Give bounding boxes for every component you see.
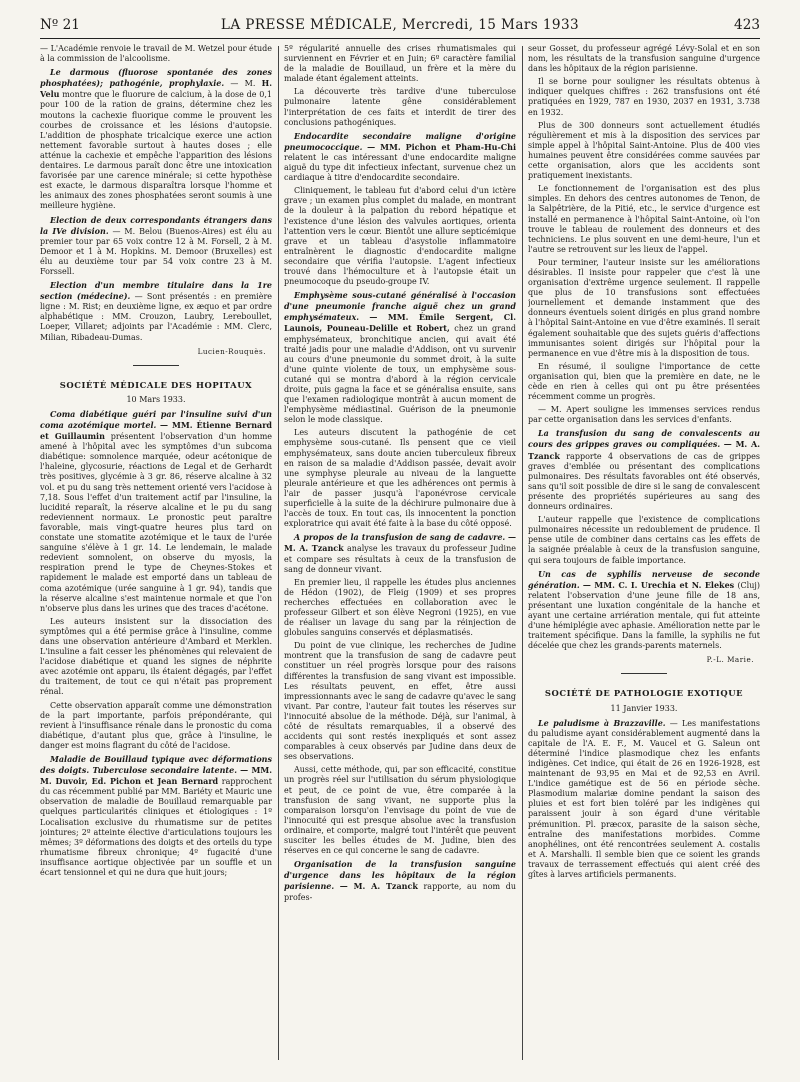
article-author: — MM. M. Duvoir, Ed. Pichon et Jean Bernard (40, 765, 272, 787)
article-text: analyse les travaux du professeur Judine et compare ses résultats à ceux de la transfusion de sang de donneur vivant. (284, 544, 516, 574)
article-author: — MM. Émile Sergent, Cl. Launois, Pouneau-Delille et Robert, (284, 312, 516, 334)
article-text: présentent l'observation d'un homme amené à l'hôpital avec les symptômes d'un subcoma diabétique: somnolence marquée, odeur acétonique de l'haleine, glycosurie, réactions de Legal et de Gerhardt très positives, glycémie à 3 gr. 86, réserve alcaline à 32 vol. et pu du sang très nettement orienté vers l'acidose à 7,18. Sous l'effet d'un traitement actif par l'insuline, la lucidité reparaît, la réserve alcaline et le pu du sang redeviennent normaux. Le pronostic peut paraître favorable, mais vingt-quatre heures plus tard on constate une stomatite azotémique et le taux de l'urée sanguine s'élève à 1 gr. 14. Le lendemain, le malade redevient somnolent, on observe du myosis, la respiration prend le type de Cheynes-Stokes et rapidement le malade est emporté dans un tableau de coma azotémique (urée sanguine à 1 gr. 94), tandis que la réserve alcaline s'est maintenue normale et que l'on n'observe plus dans les urines que des traces d'acétone. (40, 432, 272, 613)
article-title: Emphysème sous-cutané généralisé à l'occasion d'une pneumonie franche aiguë chez un grand emphysémateux. (284, 290, 516, 323)
paragraph: — L'Académie renvoie le travail de M. Wetzel pour étude à la commission de l'alcoolisme. (40, 44, 272, 64)
article-text: montre que le fluorure de calcium, à la dose de 0,1 pour 100 de la ration de grains, détermine chez les moutons la cachexie fluorique comme le prouvent les courbes de croissance et les lésions d'autopsie. L'addition de phosphate tricalcique exerce une action nettement favorable surtout à hautes doses ; elle atténue la cachexie et empêche l'apparition des lésions dentaires. Le darmous paraît donc être une intoxication favorisée par une carence minérale; si cette hypothèse est exacte, le darmous disparaîtra lorsque l'homme et les animaux des zones phosphatées seront soumis à une meilleure hygiène. (40, 90, 272, 211)
article-text: relatent le cas intéressant d'une endocardite maligne aiguë du type dit infectieux infectant, survenue chez un cardiaque à titre d'endocardite secondaire. (284, 152, 516, 183)
paragraph: Aussi, cette méthode, qui, par son efficacité, constitue un progrès réel sur l'utilisation du sérum physiologique et peut, de ce point de vue, être comparée à la transfusion de sang vivant, ne supporte plus la comparaison lorsqu'on l'envisage du point de vue de l'innocuité qui est presque absolue avec la transfusion ordinaire, et comporte, malgré tout l'intérêt que peuvent susciter les belles études de M. Judine, bien des réserves en ce qui concerne le sang de cadavre. (284, 765, 516, 856)
column-rule (522, 46, 523, 1060)
section-date: 10 Mars 1933. (126, 394, 186, 404)
article-author: — MM. Pichon et Pham-Hu-Chi (367, 141, 516, 152)
column-left (40, 44, 272, 1062)
signature: Lucien-Rouquès. (197, 346, 266, 356)
paragraph: L'auteur rappelle que l'existence de complications pulmonaires nécessite un redoublement de prudence. Il pense utile de combiner dans certains cas les effets de la saignée préalable à ceux de la transfusion sanguine, qui sera toujours de faible importance. (528, 515, 760, 565)
paragraph: Il se borne pour souligner les résultats obtenus à indiquer quelques chiffres : 262 transfusions ont été pratiquées en 1929, 787 en 1930, 2037 en 1931, 3.738 en 1932. (528, 77, 760, 117)
article (528, 718, 760, 881)
running-header (40, 14, 760, 39)
paragraph: seur Gosset, du professeur agrégé Lévy-Solal et en son nom, les résultats de la transfusion sanguine d'urgence dans les hôpitaux de la région parisienne. (528, 44, 760, 74)
article-title: Organisation de la transfusion sanguine d'urgence dans les hôpitaux de la région parisienne. (284, 859, 516, 892)
article-text: rapporte 4 observations de cas de grippes graves d'emblée ou présentant des complications pulmonaires. Des résultats favorables ont été observés, sans qu'il soit possible de dire si le sang de convalescent présente des propriétés supérieures au sang des donneurs ordinaires. (528, 451, 760, 512)
column-right (528, 44, 760, 1062)
paragraph: Plus de 300 donneurs sont actuellement étudiés régulièrement et mis à la disposition des services par simple appel à l'hôpital Saint-Antoine. Plus de 400 vies humaines peuvent être considérées comme sauvées par cette organisation, alors que les accidents sont pratiquement inexistants. (528, 120, 760, 181)
paragraph: En premier lieu, il rappelle les études plus anciennes de Hédon (1902), de Fleig (1909) et ses propres recherches effectuées en collaboration avec le professeur Gilbert et son élève Negroni (1925), en vue de réaliser un lavage du sang par la réinjection de globules sanguins conservés et déplasmatisés. (284, 577, 516, 638)
article (40, 754, 272, 878)
article-text: — M. Belou (Buenos-Aires) est élu au premier tour par 65 voix contre 12 à M. Forsell, 2 à M. Demoor et 1 à M. Hopkins. M. Demoor (Bruxelles) est élu au deuxième tour par 54 voix contre 23 à M. Forssell. (40, 226, 272, 276)
section-date: 11 Janvier 1933. (610, 703, 678, 713)
signature: P.-L. Marie. (706, 655, 754, 665)
journal-title: LA PRESSE MÉDICALE, Mercredi, 15 Mars 1933 (220, 17, 580, 33)
article-title: La transfusion du sang de convalescents au cours des grippes graves ou compliquées. (528, 428, 760, 450)
article (284, 131, 516, 183)
column-rule (278, 46, 279, 1060)
article-author: — M. A. Tzanck (339, 881, 418, 892)
article-title: Election de deux correspondants étrangers dans la IVe division. (40, 214, 272, 236)
paragraph: Du point de vue clinique, les recherches de Judine montrent que la transfusion de sang de cadavre peut constituer un réel progrès lorsque pour des raisons différentes la transfusion de sang vivant est impossible. Les résultats peuvent, en effet, être aussi impressionnants avec le sang de cadavre qu'avec le sang vivant. Par contre, l'auteur fait toutes les réserves sur l'innocuité absolue de la méthode. Déjà, sur l'animal, à côté de résultats remarquables, il a observé des accidents qui sont restés inexpliqués et sont assez comparables à ceux observés par Judine dans deux de ses observations. (284, 641, 516, 762)
article (284, 290, 516, 425)
article-title: Le darmous (fluorose spontanée des zones phosphatées); pathogénie, prophylaxie. (40, 67, 272, 89)
article-author: — MM. Étienne Bernard et Guillaumin (40, 420, 272, 442)
article (40, 409, 272, 614)
paragraph: Les auteurs discutent la pathogénie de cet emphysème sous-cutané. Ils pensent que ce vieil emphysémateux, sans doute ancien tuberculeux fibreux en raison de sa maladie d'Addison passée, devait avoir une symphyse pleurale au niveau de la languette pleurale antérieure et que les adhérences ont permis à l'air de passer jusqu'à l'aponévrose cervicale superficielle à la suite de la déchirure pulmonaire due à l'accès de toux. En tout cas, ils innocentent la ponction exploratrice qui avait été faite à la base du côté opposé. (284, 428, 516, 529)
page-number: 423 (734, 17, 760, 33)
paragraph: — M. Apert souligne les immenses services rendus par cette organisation dans les services d'enfants. (528, 405, 760, 425)
divider (621, 673, 667, 674)
paragraph: La découverte très tardive d'une tuberculose pulmonaire latente gêne considérablement l'interprétation de ces faits et interdit de tirer des conclusions pathogéniques. (284, 87, 516, 127)
article-text: rapprochent du cas récemment publié par MM. Bariéty et Mauric une observation de maladie de Bouillaud remarquable par quelques particularités cliniques et étiologiques : 1º Localisation exclusive du rhumatisme sur de petites jointures; 2º atteinte élective d'articulations toujours les mêmes; 3º déformations des doigts et des orteils du type rhumatisme fibreux chronique; 4º fugacité d'une insuffisance aortique objectivée par un souffle et un écart tensionnel et qui ne dura que huit jours; (40, 777, 272, 878)
paragraph: Le fonctionnement de l'organisation est des plus simples. En dehors des centres autonomes de Tenon, de la Salpêtrière, de la Pitié, etc., le service d'urgence est installé en permanence à l'hôpital Saint-Antoine, où l'on trouve le tableau de roulement des donneurs et des techniciens. Le plus souvent en une demi-heure, l'un et l'autre se retrouvent sur les lieux de l'appel. (528, 184, 760, 254)
article-title: Coma diabétique guéri par l'insuline suivi d'un coma azotémique mortel. (40, 408, 272, 430)
article-title: Election d'un membre titulaire dans la 1re section (médecine). (40, 280, 272, 302)
column-middle (284, 44, 516, 1062)
paragraph: En résumé, il souligne l'importance de cette organisation qui, bien que la première en date, ne le cède en rien à celles qui ont pu être présentées récemment comme un progrès. (528, 361, 760, 402)
article-author: — M. A. Tzanck (284, 532, 516, 554)
article-title: Un cas de syphilis nerveuse de seconde génération. (528, 568, 760, 590)
article-text: chez un grand emphysémateux, bronchitique ancien, qui avait été traité jadis pour une maladie d'Addison, ont vu survenir au cours d'une pneumonie du sommet droit, à la suite d'une quinte violente de toux, un emphysème sous-cutané qui se montra d'abord à la région cervicale droite, puis gagna la face et se généralisa ensuite, sans que l'examen radiologique montrât à aucun moment de l'emphysème médiastinal. Guérison de la pneumonie selon le mode classique. (284, 324, 516, 425)
issue-number: Nº 21 (40, 17, 80, 33)
article (528, 569, 760, 652)
article-author: — MM. C. I. Urechia et N. Elekes (582, 579, 735, 590)
article-author: H. Velu (40, 78, 272, 100)
section-title: SOCIÉTÉ DE PATHOLOGIE EXOTIQUE (544, 688, 744, 699)
article-title: Maladie de Bouillaud typique avec déformations des doigts. Tuberculose secondaire latente. (40, 754, 272, 776)
article (528, 428, 760, 512)
article (40, 280, 272, 343)
article: Le darmous (fluorose spontanée des zones phosphatées); pathogénie, prophylaxie. — M. H. Velu montre que le fluorure de calcium, à la dose de 0,1 pour 100 de la ration de grains, détermine chez les moutons la cachexie fluorique comme le prouvent les courbes de croissance et les lésions d'autopsie. L'addition de phosphate tricalcique exerce une action nettement favorable surtout à hautes doses ; elle atténue la cachexie et empêche l'apparition des lésions dentaires. Le darmous paraît donc être une intoxication favorisée par une carence minérale; si cette hypothèse est exacte, le darmous disparaîtra lorsque l'homme et les animaux des zones phosphatées seront soumis à une meilleure hygiène. (40, 67, 272, 211)
article-text: — Sont présentés : en première ligne : M. Rist; en deuxième ligne, ex æquo et par ordre alphabétique : MM. Crouzon, Laubry, Lereboullet, Loeper, Villaret; adjoints par l'Académie : MM. Clerc, Milian, Ribadeau-Dumas. (40, 292, 272, 342)
paragraph: Cette observation apparaît comme une démonstration de la part importante, parfois prépondérante, qui revient à l'insuffisance rénale dans le pronostic du coma diabétique, d'autant plus que, grâce à l'insuline, le danger est moins flagrant du côté de l'acidose. (40, 700, 272, 750)
article-text: — Les manifestations du paludisme ayant considérablement augmenté dans la capitale de l'A. E. F., M. Vaucel et G. Saleun ont déterminé l'indice plasmodique chez les enfants indigènes. Cet indice, qui était de 26 en 1926-1928, est maintenant de 93,95 en Mai et de 92,53 en Avril. L'indice gamétique est de 56 en période sèche. Plasmodium malariæ domine pendant la saison des pluies et est fort bien toléré par les indigènes qui paraissent jouir à son égard d'une véritable prémunition. Pl. præcox, parasite de la saison sèche, entraîne des manifestations morbides. Comme anophélines, ont été rencontrées seulement A. costalis et A. Marshalli. Il semble bien que ce soient les grands travaux de terrassement effectués qui aient créé des gîtes à larves artificiels permanents. (528, 718, 760, 880)
divider (133, 365, 179, 366)
article-title: Endocardite secondaire maligne d'origine pneumococcique. (284, 130, 516, 152)
paragraph: 5º régularité annuelle des crises rhumatismales qui surviennent en Février et en Juin; 6º caractère familial de la maladie de Bouillaud, un frère et la mère du malade étant également atteints. (284, 44, 516, 84)
article-text: rapporte, au nom du profes- (284, 882, 516, 902)
article (40, 215, 272, 278)
paragraph: Les auteurs insistent sur la dissociation des symptômes qui a été permise grâce à l'insuline, comme dans une observation antérieure d'Ambard et Merklen. L'insuline a fait cesser les phénomènes qui relevaient de l'acidose diabétique et quand les signes de néphrite avec azotémie ont apparu, ils étaient dégagés, par l'effet du traitement, de tout ce qui n'était pas proprement rénal. (40, 616, 272, 697)
article-title: Le paludisme à Brazzaville. (538, 717, 666, 728)
paragraph: Cliniquement, le tableau fut d'abord celui d'un ictère grave ; un examen plus complet du malade, en montrant de la douleur à la palpation du rebord hépatique et l'existence d'une lésion des valvules aortiques, orienta l'attention vers le cœur. Bientôt une allure septicémique grave et un tableau d'asystolie inflammatoire entraînèrent le diagnostic d'endocardite maligne secondaire que vérifia l'autopsie. L'agent infectieux trouvé dans l'hémoculture et à l'autopsie était un pneumocoque du pseudo-groupe IV. (284, 186, 516, 287)
article-text: (Cluj) relatent l'observation d'une jeune fille de 18 ans, présentant une luxation congénitale de la hanche et ayant une certaine arriération mentale, qui fut atteinte d'une hémiplégie avec aphasie. Amélioration nette par le traitement spécifique. Dans la famille, la syphilis ne fut décelée que chez les grands-parents maternels. (528, 580, 760, 651)
article-author: — M. A. Tzanck (528, 439, 760, 461)
article-title: A propos de la transfusion de sang de cadavre. (294, 532, 506, 543)
section-title: SOCIÉTÉ MÉDICALE DES HOPITAUX (59, 379, 253, 390)
paragraph: Pour terminer, l'auteur insiste sur les améliorations désirables. Il insiste pour rappeler que c'est là une organisation d'extrême urgence seulement. Il rappelle que plus de 10 transfusions sont effectuées journellement et demande instamment que des donneurs éventuels soient dirigés en plus grand nombre à l'hôpital Saint-Antoine en vue d'être examinés. Il serait également souhaitable que des sujets guéris d'affections immunisantes soient dirigés sur l'hôpital pour la permanence en vue d'être mis à la disposition de tous. (528, 257, 760, 358)
article (284, 532, 516, 574)
article (284, 859, 516, 902)
